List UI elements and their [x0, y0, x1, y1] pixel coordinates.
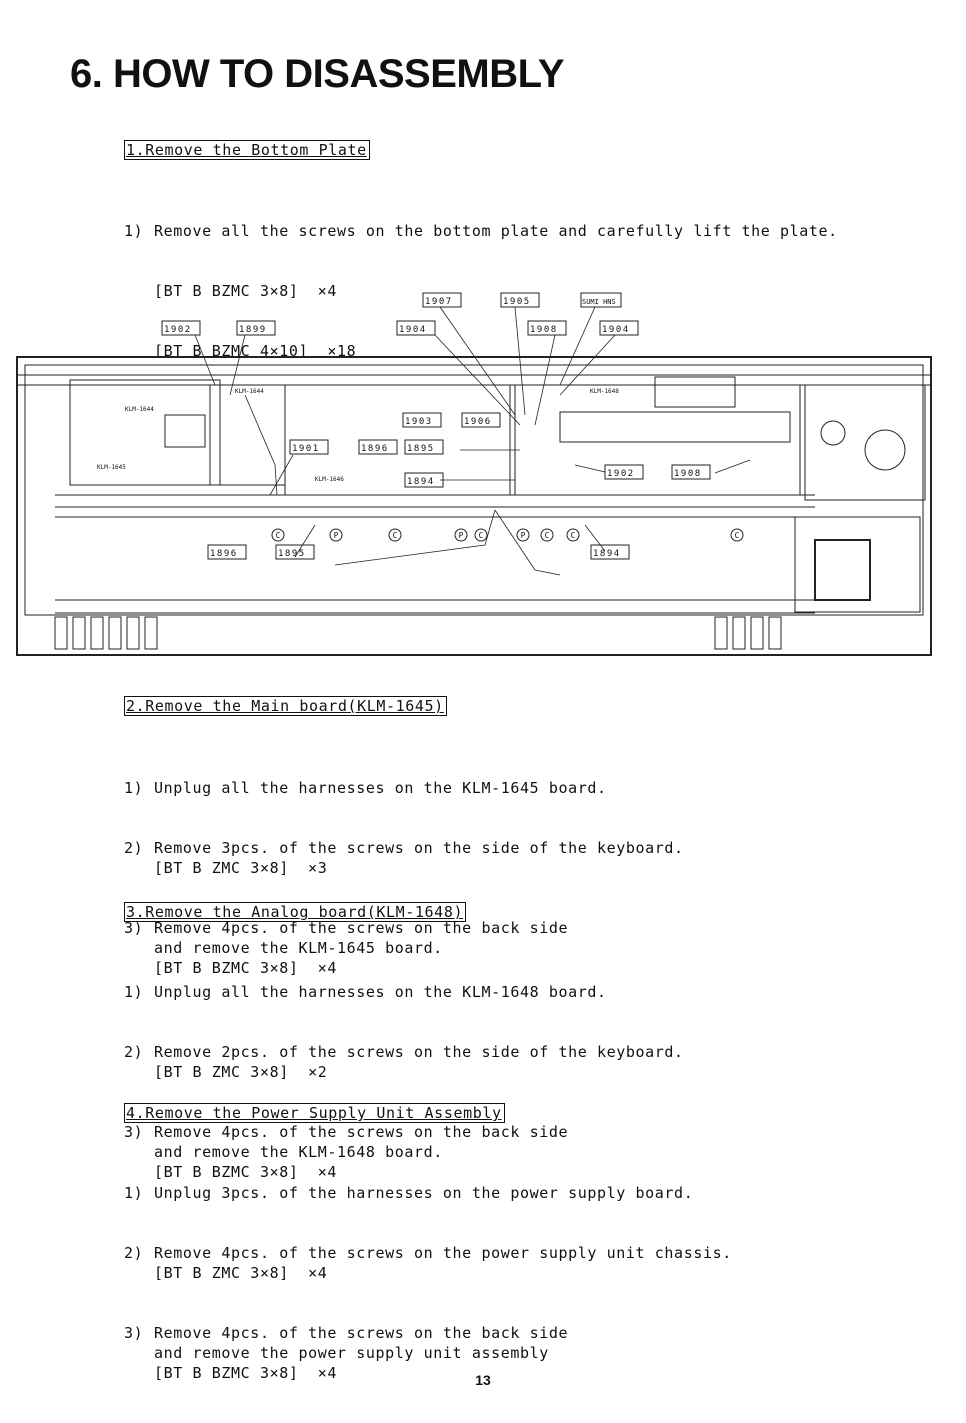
screw-mark: C — [570, 531, 576, 540]
step-text — [154, 838, 884, 878]
screw-mark: P — [520, 531, 526, 540]
page-title: 6. HOW TO DISASSEMBLY — [70, 52, 565, 96]
screw-spec: [BT B ZMC 3×8] ×3 — [154, 859, 328, 877]
step-number: 3) — [124, 1324, 144, 1342]
callout-label: 1895 — [407, 444, 435, 454]
step-text — [154, 1243, 884, 1283]
transformer-coil — [865, 430, 905, 470]
step-number: 1) — [124, 779, 144, 797]
step-line: and remove the KLM-1645 board. — [154, 939, 443, 957]
section-heading: 2.Remove the Main board(KLM-1645) — [124, 696, 447, 716]
screw-mark: C — [392, 531, 398, 540]
board-label: KLM-1646 — [315, 476, 344, 483]
step-text: Unplug 3pcs. of the harnesses on the power supply board. — [154, 1184, 694, 1202]
step-number: 2) — [124, 839, 144, 857]
step-number: 2) — [124, 1244, 144, 1262]
step-line: Remove 4pcs. of the screws on the back side — [154, 1324, 569, 1342]
step-line: Remove 4pcs. of the screws on the power supply unit chassis. — [154, 1244, 732, 1262]
step-item — [124, 982, 884, 1002]
callout-label: 1904 — [399, 325, 427, 335]
step-item — [124, 1243, 884, 1283]
transformer-coil — [821, 421, 845, 445]
callout-label: 1901 — [292, 444, 320, 454]
step-line: Remove 3pcs. of the screws on the side of the keyboard. — [154, 839, 684, 857]
callout-label: 1903 — [405, 417, 433, 427]
screw-spec: [BT B BZMC 3×8] ×4 — [154, 1364, 337, 1382]
callout-label: 1904 — [602, 325, 630, 335]
step-line: Remove 2pcs. of the screws on the side of the keyboard. — [154, 1043, 684, 1061]
step-number: 1) — [124, 222, 144, 240]
callout-label: 1896 — [361, 444, 389, 454]
power-block — [815, 540, 870, 600]
step-text: Remove all the screws on the bottom plate and carefully lift the plate. — [154, 222, 838, 240]
screw-mark: P — [333, 531, 339, 540]
step-item — [124, 221, 884, 241]
section-heading: 3.Remove the Analog board(KLM-1648) — [124, 902, 466, 922]
board-label: KLM-1644 — [235, 388, 264, 395]
step-line: Remove 4pcs. of the screws on the back side — [154, 1123, 569, 1141]
connector-block — [655, 377, 735, 407]
step-line: and remove the power supply unit assembly — [154, 1344, 549, 1362]
step-item — [124, 1042, 884, 1082]
board-labels — [97, 388, 619, 483]
flat-cable — [560, 412, 790, 442]
step-line: Remove 4pcs. of the screws on the back side — [154, 919, 569, 937]
screw-spec: [BT B BZMC 4×10] ×18 — [154, 342, 357, 360]
callout-label: 1896 — [210, 549, 238, 559]
callout-label: 1907 — [425, 297, 453, 307]
keyboard-keys-left — [55, 617, 157, 649]
screw-marker-letters — [276, 531, 740, 540]
screw-markers — [272, 529, 743, 541]
step-text: Unplug all the harnesses on the KLM-1648 board. — [154, 983, 607, 1001]
screw-mark: P — [458, 531, 464, 540]
step-item — [124, 838, 884, 878]
screw-spec: [BT B BZMC 3×8] ×4 — [154, 1163, 337, 1181]
step-item — [124, 778, 884, 798]
callout-label: 1902 — [607, 469, 635, 479]
ic-chip — [165, 415, 205, 447]
screw-mark: C — [478, 531, 484, 540]
board-label: KLM-1644 — [125, 406, 154, 413]
step-number: 3) — [124, 919, 144, 937]
screw-spec: [BT B ZMC 3×8] ×4 — [154, 1264, 328, 1282]
callout-label: 1906 — [464, 417, 492, 427]
callout-label: 1895 — [278, 549, 306, 559]
power-transformer — [805, 385, 925, 500]
callout-label: 1894 — [593, 549, 621, 559]
callout-label: 1908 — [530, 325, 558, 335]
step-line: and remove the KLM-1648 board. — [154, 1143, 443, 1161]
chassis-outline — [17, 357, 931, 655]
board-label: KLM-1645 — [97, 464, 126, 471]
callout-label: 1894 — [407, 477, 435, 487]
board-label: KLM-1648 — [590, 388, 619, 395]
board-klm-1645 — [70, 380, 220, 485]
callout-label: 1902 — [164, 325, 192, 335]
screw-spec: [BT B ZMC 3×8] ×2 — [154, 1063, 328, 1081]
callout-label: SUMI HNS — [582, 298, 616, 306]
step-number: 1) — [124, 983, 144, 1001]
screw-mark: C — [734, 531, 740, 540]
page-number: 13 — [475, 1372, 491, 1388]
screw-mark: C — [544, 531, 550, 540]
step-text: Unplug all the harnesses on the KLM-1645 board. — [154, 779, 607, 797]
step-item — [124, 1183, 884, 1203]
step-number: 1) — [124, 1184, 144, 1202]
leader-lines — [195, 307, 750, 557]
chassis-inner — [25, 365, 923, 615]
step-number: 3) — [124, 1123, 144, 1141]
keyboard-keys-right — [715, 617, 781, 649]
callout-label: 1899 — [239, 325, 267, 335]
callout-label: 1905 — [503, 297, 531, 307]
section-heading: 4.Remove the Power Supply Unit Assembly — [124, 1103, 505, 1123]
screw-mark: C — [275, 531, 281, 540]
screw-spec: [BT B BZMC 3×8] ×4 — [154, 282, 337, 300]
callout-label: 1908 — [674, 469, 702, 479]
screw-spec: [BT B BZMC 3×8] ×4 — [154, 959, 337, 977]
section-heading: 1.Remove the Bottom Plate — [124, 140, 370, 160]
bottom-view-diagram — [15, 285, 935, 660]
step-number: 2) — [124, 1043, 144, 1061]
step-text — [154, 1042, 884, 1082]
power-supply-unit — [795, 517, 920, 612]
